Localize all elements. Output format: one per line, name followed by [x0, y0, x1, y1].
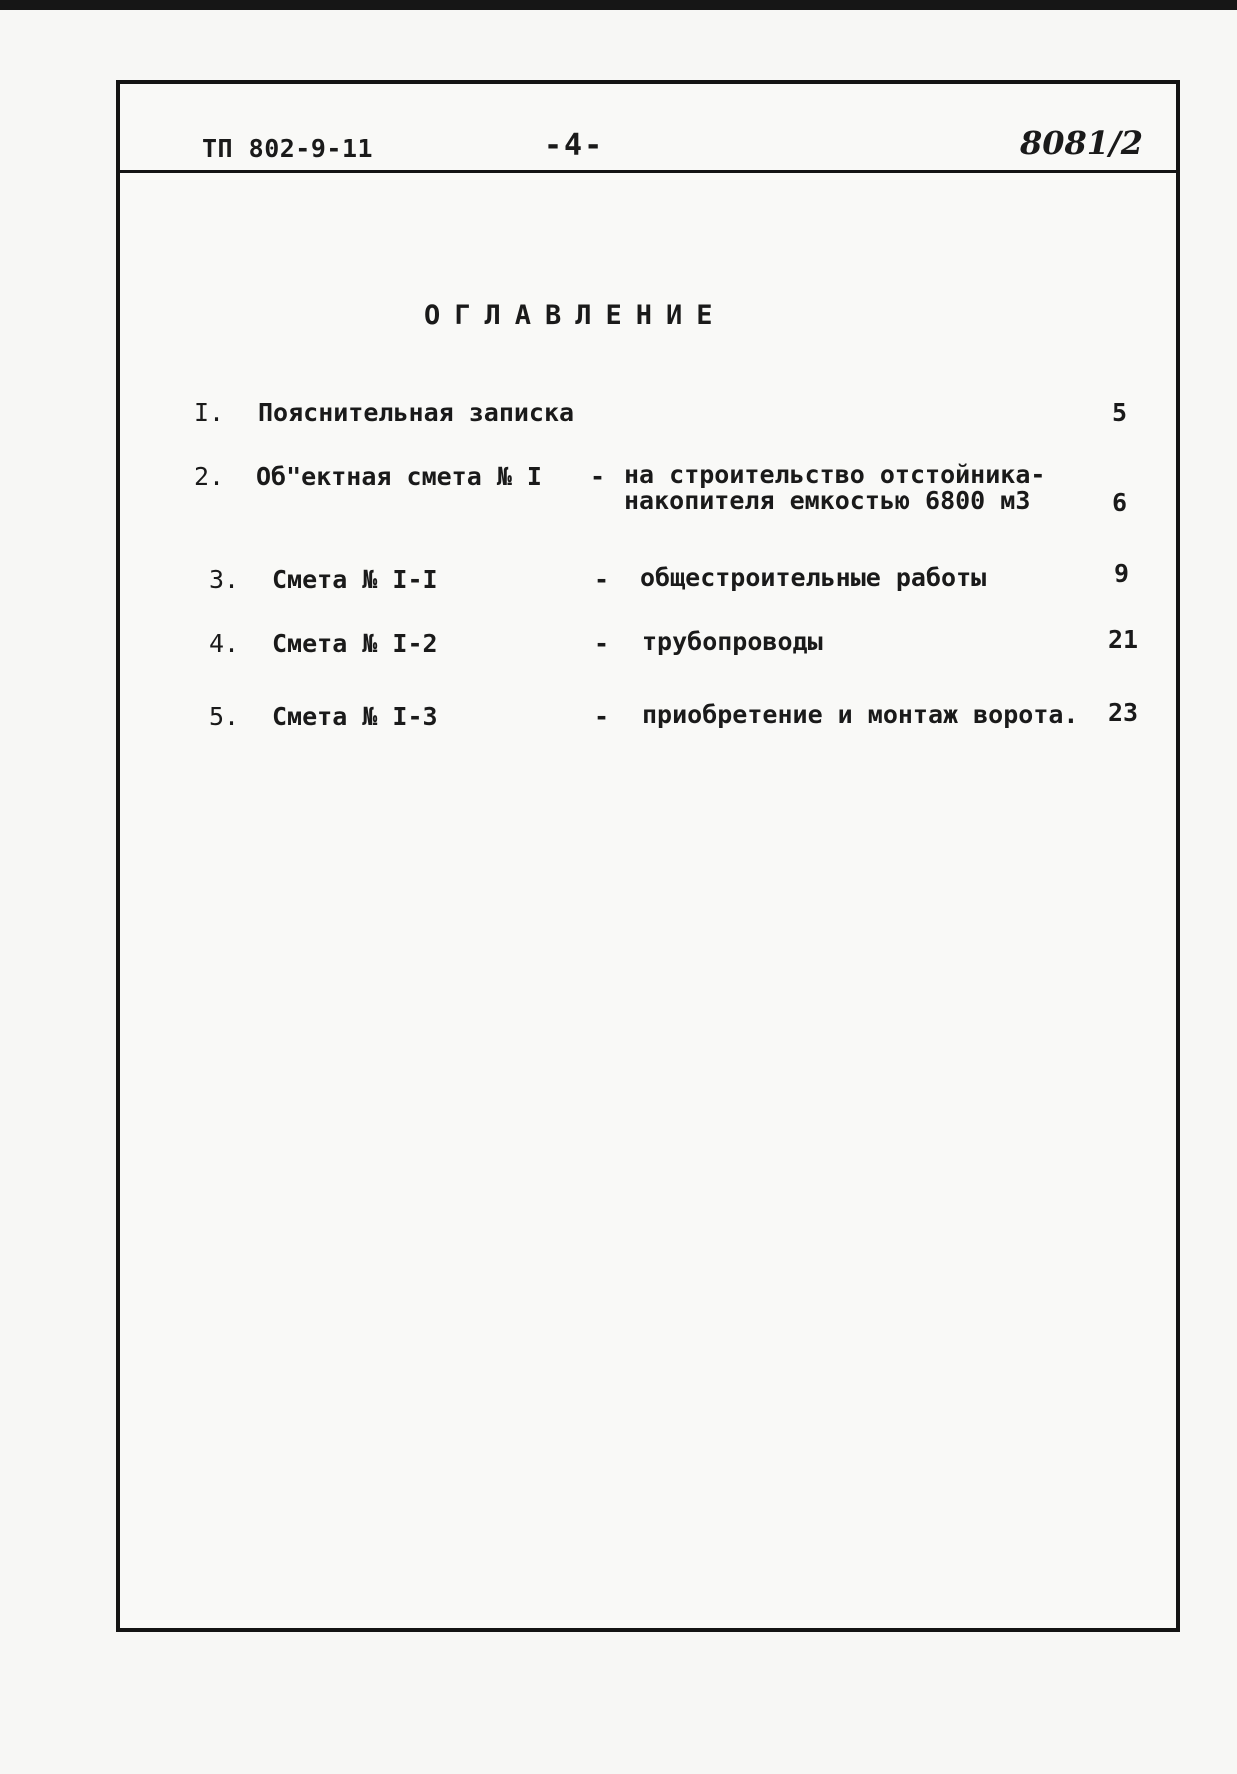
toc-dash: - — [594, 565, 610, 594]
toc-number: 2. — [194, 462, 225, 491]
toc-label: Смета № I-2 — [272, 629, 438, 658]
toc-number: 5. — [209, 702, 240, 731]
toc-page: 23 — [1108, 698, 1139, 727]
toc-description-line-2: накопителя емкостью 6800 м3 — [624, 486, 1031, 515]
toc-description: приобретение и монтаж ворота. — [642, 700, 1079, 729]
page-frame — [116, 80, 1180, 1632]
page-marker: -4- — [544, 128, 605, 163]
toc-label: Смета № I-I — [272, 565, 438, 594]
toc-page: 6 — [1112, 488, 1128, 517]
toc-page: 9 — [1114, 559, 1130, 588]
toc-label: Смета № I-3 — [272, 702, 438, 731]
toc-description: трубопроводы — [642, 627, 823, 656]
top-edge-strip — [0, 0, 1237, 10]
toc-number: 3. — [209, 565, 240, 594]
toc-description: общестроительные работы — [640, 563, 987, 592]
toc-description-line-1: на строительство отстойника- — [624, 460, 1046, 489]
toc-number: I. — [194, 398, 225, 427]
toc-page: 21 — [1108, 625, 1139, 654]
toc-label: Об"ектная смета № I — [256, 462, 542, 491]
toc-label: Пояснительная записка — [258, 398, 575, 427]
document-number: 8081/2 — [1020, 124, 1144, 162]
toc-dash: - — [594, 702, 610, 731]
header-divider — [120, 170, 1176, 173]
toc-dash: - — [594, 629, 610, 658]
page-title: ОГЛАВЛЕНИЕ — [424, 300, 727, 331]
toc-page: 5 — [1112, 398, 1128, 427]
toc-number: 4. — [209, 629, 240, 658]
document-code: ТП 802-9-11 — [202, 134, 374, 163]
toc-dash: - — [590, 462, 606, 491]
